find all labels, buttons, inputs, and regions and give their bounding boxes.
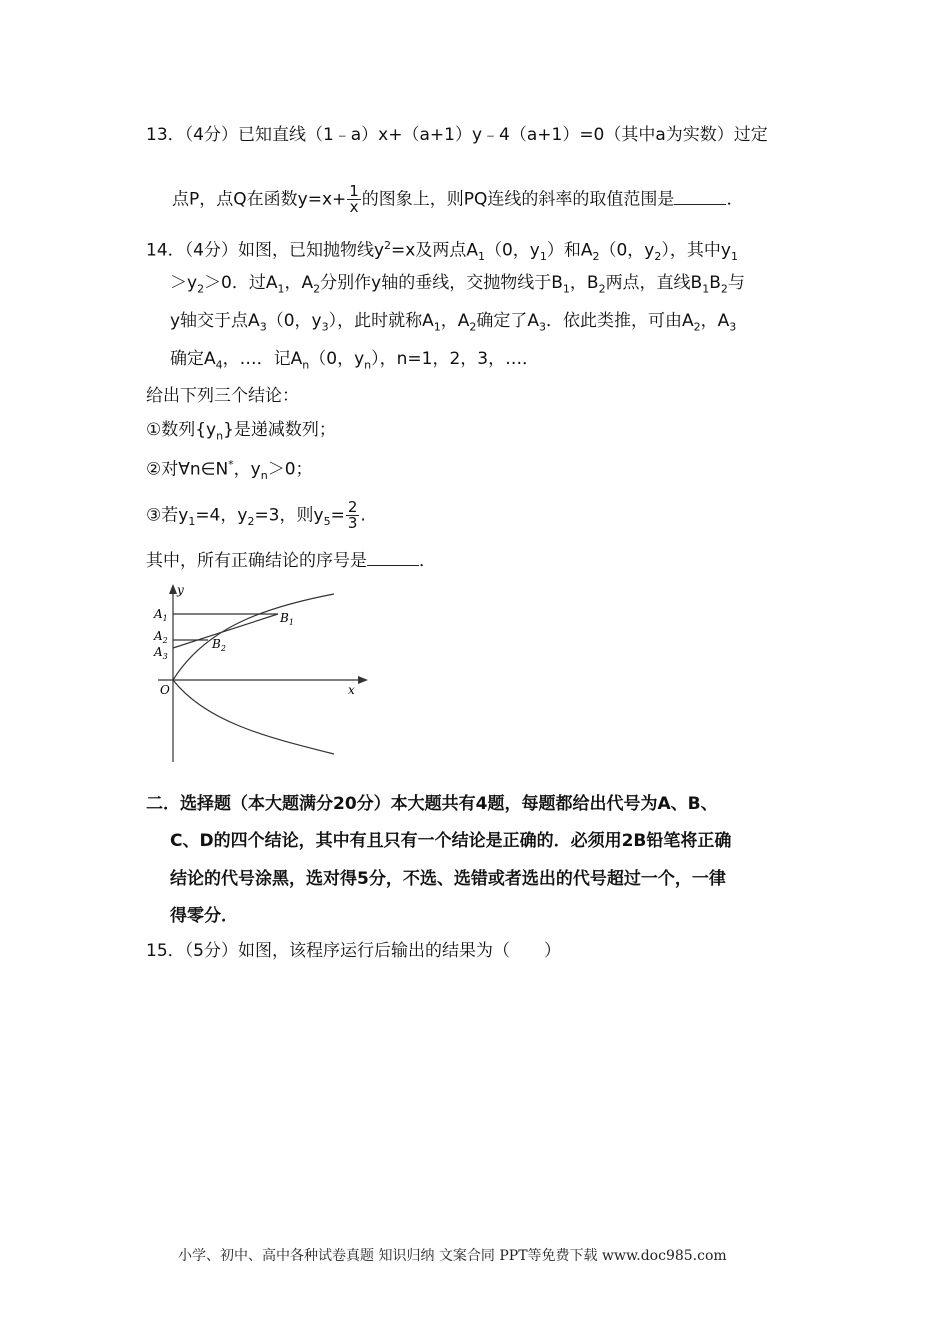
- b2-letter: B: [212, 637, 221, 651]
- q14-text: 分别作y轴的垂线，交抛物线于B: [320, 273, 563, 293]
- q14-text: 两点，直线B: [605, 273, 703, 293]
- q13-line2: [172, 184, 743, 215]
- q14-conclusion-2: [146, 453, 313, 488]
- q14-text: 其中，所有正确结论的序号是: [146, 551, 367, 571]
- sub: 1: [562, 282, 570, 296]
- q14-end: ．: [419, 551, 436, 571]
- q14-text: ）和A: [546, 240, 593, 261]
- sub: 2: [598, 282, 606, 296]
- q13-func-lhs: y=x+: [297, 189, 347, 210]
- x-axis-arrow: [358, 676, 368, 684]
- q14-text: 与: [727, 273, 745, 293]
- a3-sub: 3: [162, 652, 168, 661]
- sub: 3: [729, 320, 737, 334]
- a1-letter: A: [154, 607, 163, 621]
- q14-text: =x及两点A: [391, 240, 478, 261]
- origin-label: O: [160, 683, 170, 697]
- sub: 1: [539, 250, 547, 264]
- a3-label: [153, 645, 168, 661]
- section2-line1: 二．选择题（本大题满分20分）本大题共有4题，每题都给出代号为A、B、: [146, 794, 718, 814]
- q14-text: ），其中y: [661, 240, 731, 261]
- a2-letter: A: [154, 629, 163, 643]
- q13-answer-blank: [674, 188, 726, 205]
- b1-sub: 1: [288, 618, 294, 627]
- q14-text: ，y: [233, 459, 261, 480]
- sub: n: [302, 358, 310, 372]
- q14-line4: [170, 347, 539, 377]
- q13-line1: 13．（4分）已知直线（1﹣a）x+（a+1）y﹣4（a+1）=0（其中a为实数）过定: [146, 125, 768, 145]
- sub: 2: [313, 282, 321, 296]
- sub: 2: [693, 320, 701, 334]
- q14-text: （0，y: [599, 240, 655, 261]
- sub: 1: [433, 320, 441, 334]
- sub: 3: [259, 320, 267, 334]
- q14-text: B: [709, 273, 721, 293]
- sub: n: [364, 358, 372, 372]
- a1-label: [153, 607, 168, 623]
- q14-eq: =: [330, 505, 345, 526]
- q14-text: ，B: [569, 273, 599, 293]
- b1-label: [279, 611, 294, 627]
- sub: n: [260, 469, 268, 483]
- q14-conclusion-1: [146, 418, 336, 448]
- sub: 1: [730, 250, 738, 264]
- sup: *: [228, 458, 234, 471]
- q14-answer-blank: [367, 549, 419, 566]
- q14-text: ），此时就称A: [328, 311, 434, 331]
- a2-sub: 2: [162, 636, 168, 645]
- sub: 3: [539, 320, 547, 334]
- y-axis-label: y: [177, 583, 184, 597]
- a2-label: [153, 629, 168, 645]
- sup: 2: [384, 239, 392, 252]
- section2-line4: 得零分．: [170, 906, 238, 926]
- sub: 2: [197, 282, 205, 296]
- q14-text: ，A: [284, 273, 314, 293]
- footer-ad: 小学、初中、高中各种试卷真题 知识归纳 文案合同 PPT等免费下载 www.doc985.com: [178, 1248, 727, 1264]
- q14-text: ＞0；: [267, 459, 313, 480]
- q14-line1: [146, 234, 738, 269]
- q14-text: 确定A: [170, 349, 216, 369]
- sub: 3: [321, 320, 329, 334]
- a1-sub: 1: [162, 614, 168, 623]
- q13-fraction: [347, 184, 361, 215]
- q14-line3: [170, 309, 736, 339]
- q14-end: .: [360, 505, 366, 526]
- q14-conclusion-3: [146, 500, 366, 534]
- q14-text: ①数列{y: [146, 420, 217, 440]
- parabola-curve: [173, 594, 334, 754]
- q14-text: （0，y: [309, 349, 365, 369]
- q14-text: （0，y: [266, 311, 322, 331]
- q14-text: （0，y: [484, 240, 540, 261]
- q14-text: ，…．记A: [222, 349, 303, 369]
- q13-text: 点P，点Q在函数: [172, 189, 298, 210]
- q13-end: ．: [726, 189, 744, 210]
- b2-label: [211, 637, 226, 653]
- q14-frac-den: 3: [347, 514, 358, 532]
- section2-line2: C、D的四个结论，其中有且只有一个结论是正确的．必须用2B铅笔将正确: [170, 831, 732, 851]
- q13-frac-den: x: [349, 198, 359, 216]
- q14-text: }是递减数列；: [223, 420, 336, 440]
- sub: n: [216, 429, 224, 443]
- q14-text: ②对∀n∈N: [146, 459, 229, 480]
- q14-text: ，A: [700, 311, 730, 331]
- sub: 5: [323, 514, 331, 528]
- q14-text: ③若y: [146, 505, 189, 526]
- q14-text: y轴交于点A: [170, 311, 260, 331]
- q14-line2: [170, 271, 745, 301]
- q14-question: [146, 549, 436, 573]
- q14-text: =4，y: [195, 505, 248, 526]
- q14-frac-num: 2: [347, 498, 358, 516]
- a3-letter: A: [154, 645, 163, 659]
- sub: 2: [592, 250, 600, 264]
- q13-text-post: 的图象上，则PQ连线的斜率的取值范围是: [361, 189, 675, 210]
- sub: 1: [477, 250, 485, 264]
- sub: 1: [188, 514, 196, 528]
- q14-text: ＞y: [170, 273, 198, 293]
- sub: 1: [277, 282, 285, 296]
- sub: 2: [720, 282, 728, 296]
- sub: 1: [702, 282, 710, 296]
- q14-y: y: [313, 505, 324, 526]
- sub: 4: [215, 358, 223, 372]
- b1-letter: B: [280, 611, 289, 625]
- q14-text: ＞0．过A: [204, 273, 278, 293]
- q14-text: 14．（4分）如图，已知抛物线y: [146, 240, 385, 261]
- q14-fraction: [346, 500, 360, 531]
- b2-sub: 2: [220, 644, 226, 653]
- q14-text: ），n=1，2，3，…．: [371, 349, 540, 369]
- b1-b2-line: [173, 614, 278, 648]
- y-axis-arrow: [169, 584, 177, 594]
- q15-text: 15．（5分）如图，该程序运行后输出的结果为（ ）: [146, 941, 561, 961]
- q14-text: 确定了A: [476, 311, 540, 331]
- x-axis-label: x: [348, 683, 355, 697]
- sub: 2: [469, 320, 477, 334]
- q14-text: ．依此类推，可由A: [546, 311, 694, 331]
- q14-text: ，A: [440, 311, 470, 331]
- q14-intro: 给出下列三个结论：: [146, 386, 299, 406]
- sub: 2: [654, 250, 662, 264]
- q14-text: =3，则: [254, 505, 314, 526]
- q13-frac-num: 1: [349, 182, 359, 200]
- parabola-figure: [146, 582, 376, 767]
- section2-line3: 结论的代号涂黑，选对得5分，不选、选错或者选出的代号超过一个，一律: [170, 869, 726, 889]
- sub: 2: [247, 514, 255, 528]
